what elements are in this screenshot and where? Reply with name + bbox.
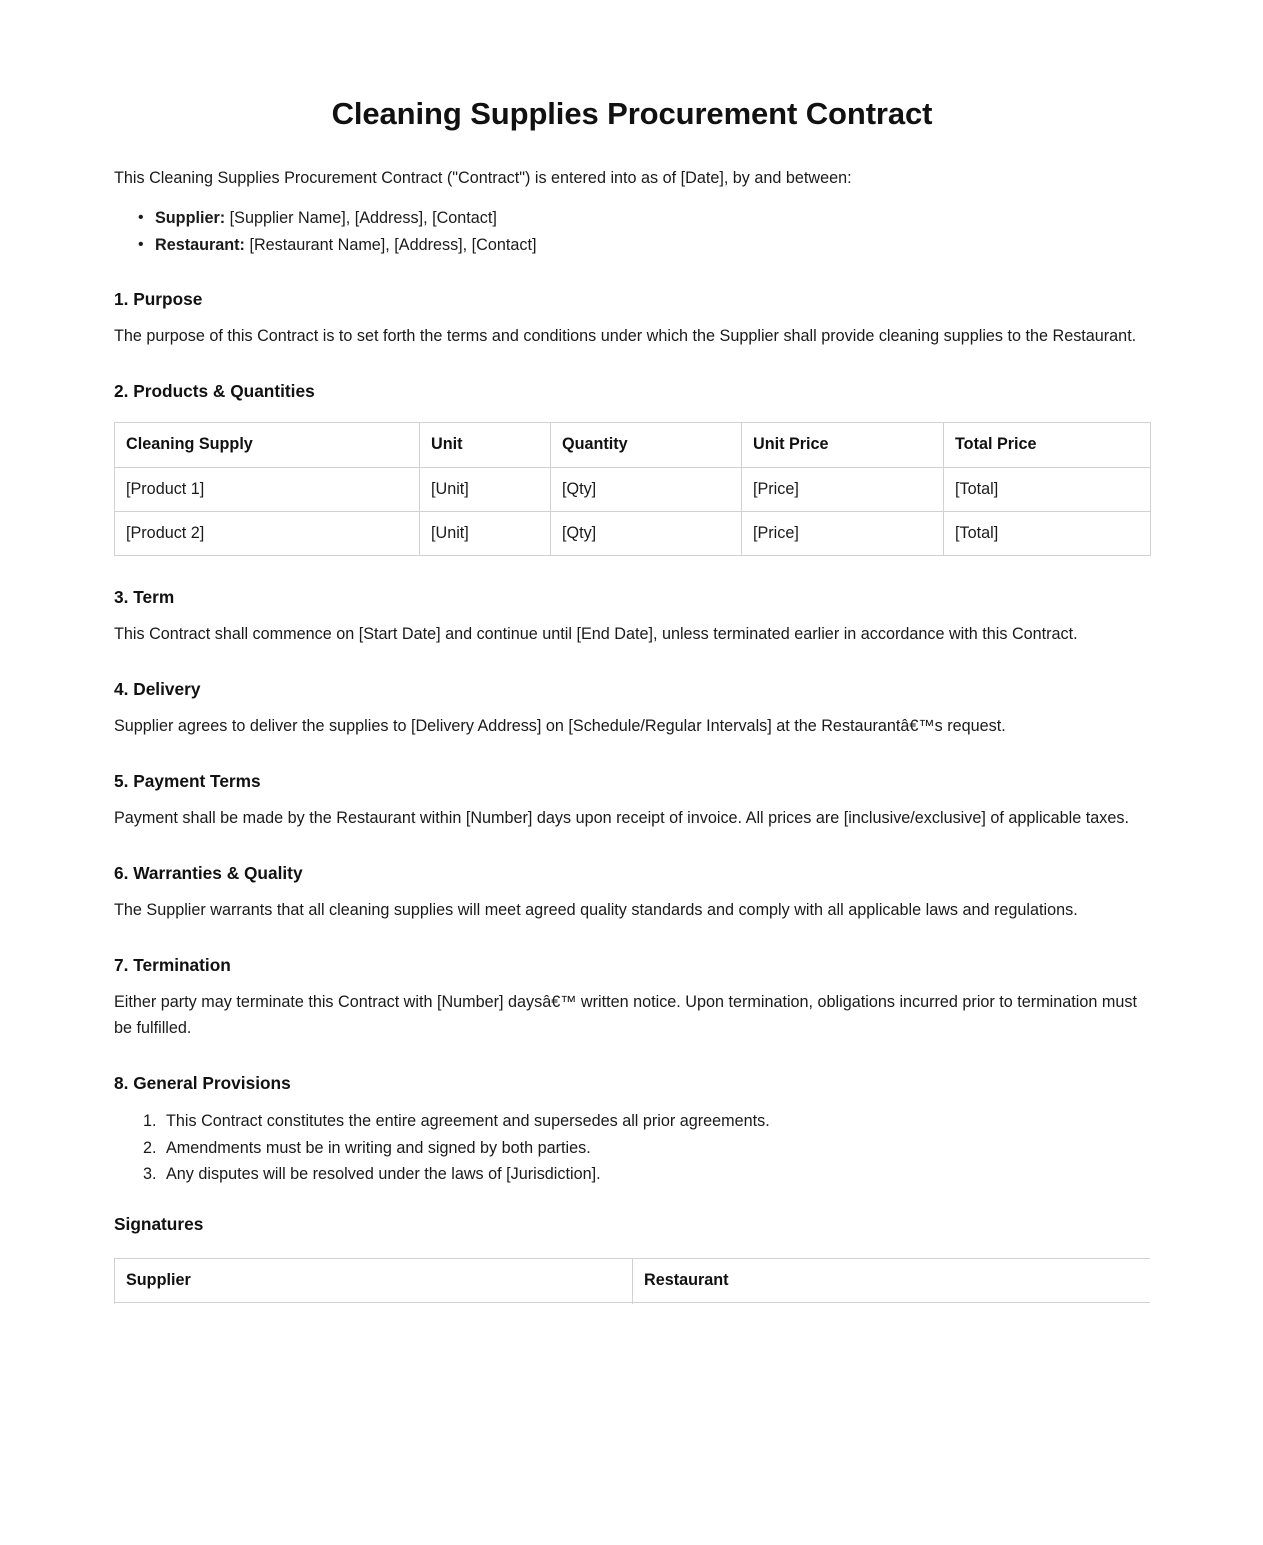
- column-header-cleaning-supply: Cleaning Supply: [115, 423, 420, 467]
- section-body-term: This Contract shall commence on [Start Date] and continue until [End Date], unless terminated earlier in accordance with this Contract.: [114, 625, 1078, 644]
- list-item: Any disputes will be resolved under the laws of [Jurisdiction].: [166, 1164, 601, 1183]
- list-item-supplier: [155, 205, 1150, 231]
- section-heading-warranties: 6. Warranties & Quality: [114, 862, 303, 883]
- section-body-termination: Either party may terminate this Contract with [Number] daysâ€™ written notice. Upon termination, obligations incurred prior to termination must be fulfilled.: [114, 993, 1137, 1038]
- section-heading-products: 2. Products & Quantities: [114, 380, 315, 401]
- list-item: Amendments must be in writing and signed by both parties.: [166, 1138, 591, 1157]
- cell-unit-price: [Price]: [742, 511, 944, 555]
- section-heading-term: 3. Term: [114, 586, 175, 607]
- section-body-warranties: The Supplier warrants that all cleaning supplies will meet agreed quality standards and comply with all applicable laws and regulations.: [114, 901, 1078, 920]
- parties-list: [114, 205, 1150, 257]
- provisions-list: [114, 1108, 1150, 1187]
- cell-unit-price: [Price]: [742, 467, 944, 511]
- intro-paragraph: This Cleaning Supplies Procurement Contract ("Contract") is entered into as of [Date], by and between:: [114, 168, 852, 187]
- table-header-row: [115, 423, 1151, 467]
- table-row: [115, 511, 1151, 555]
- cell-product-name: [Product 2]: [115, 511, 420, 555]
- section-body-payment-terms: Payment shall be made by the Restaurant within [Number] days upon receipt of invoice. All prices are [inclusive/exclusive] of applicable taxes.: [114, 809, 1129, 828]
- column-header-restaurant: Restaurant: [633, 1258, 1151, 1302]
- signature-table-wrapper: [114, 1258, 1150, 1304]
- cell-total-price: [Total]: [944, 511, 1151, 555]
- list-item: This Contract constitutes the entire agreement and supersedes all prior agreements.: [166, 1112, 770, 1131]
- page-title: Cleaning Supplies Procurement Contract: [331, 96, 933, 131]
- section-heading-delivery: 4. Delivery: [114, 678, 201, 699]
- cell-unit: [Unit]: [420, 511, 551, 555]
- column-header-supplier: Supplier: [115, 1258, 633, 1302]
- section-heading-purpose: 1. Purpose: [114, 288, 203, 309]
- cell-total-price: [Total]: [944, 467, 1151, 511]
- products-table: [114, 422, 1151, 555]
- document-content: [114, 0, 1150, 1304]
- section-body-purpose: The purpose of this Contract is to set forth the terms and conditions under which the Supplier shall provide cleaning supplies to the Restaurant.: [114, 327, 1137, 346]
- section-body-delivery: Supplier agrees to deliver the supplies to [Delivery Address] on [Schedule/Regular Intervals] at the Restaurantâ€™s request.: [114, 717, 1006, 736]
- section-heading-payment-terms: 5. Payment Terms: [114, 770, 261, 791]
- cell-unit: [Unit]: [420, 467, 551, 511]
- column-header-unit-price: Unit Price: [742, 423, 944, 467]
- cell-supplier-signature: [115, 1302, 633, 1303]
- cell-restaurant-signature: [633, 1302, 1151, 1303]
- column-header-total-price: Total Price: [944, 423, 1151, 467]
- table-row: [115, 467, 1151, 511]
- party-value-supplier: [Supplier Name], [Address], [Contact]: [225, 209, 497, 228]
- column-header-unit: Unit: [420, 423, 551, 467]
- section-heading-signatures: Signatures: [114, 1214, 204, 1235]
- party-value-restaurant: [Restaurant Name], [Address], [Contact]: [244, 235, 537, 254]
- cell-quantity: [Qty]: [551, 467, 742, 511]
- column-header-quantity: Quantity: [551, 423, 742, 467]
- list-item-restaurant: [155, 232, 1150, 258]
- party-label-restaurant: Restaurant:: [155, 235, 245, 254]
- cell-quantity: [Qty]: [551, 511, 742, 555]
- section-heading-termination: 7. Termination: [114, 954, 231, 975]
- table-row: [115, 1302, 1151, 1303]
- party-label-supplier: Supplier:: [155, 209, 226, 228]
- table-header-row: [115, 1258, 1151, 1302]
- section-heading-general-provisions: 8. General Provisions: [114, 1072, 291, 1093]
- signatures-table: [114, 1258, 1150, 1304]
- cell-product-name: [Product 1]: [115, 467, 420, 511]
